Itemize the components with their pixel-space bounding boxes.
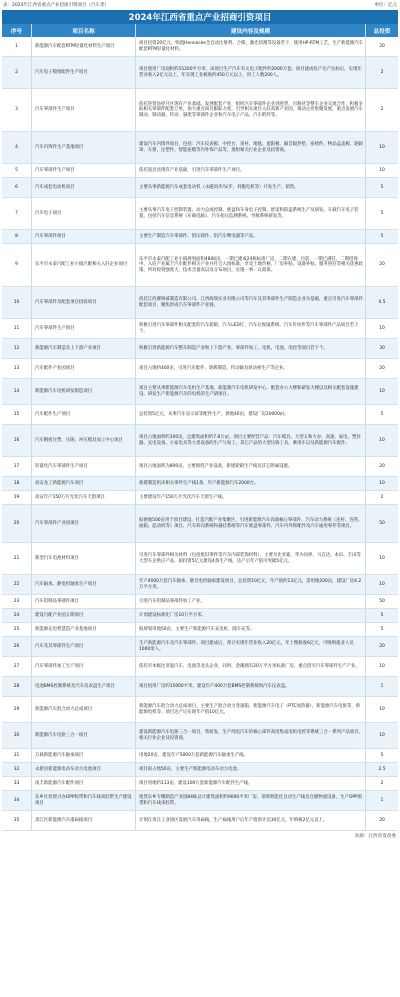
row-invest: 20 — [379, 43, 385, 49]
row-content: 计划建设标准化厂房10万平方米。 — [136, 609, 366, 622]
row-invest: 5 — [380, 233, 384, 239]
row-invest: 5 — [380, 184, 384, 190]
row-no: 26 — [2, 637, 32, 656]
source-note: 来源：江西省发改委 — [354, 834, 396, 839]
row-invest: 10 — [379, 167, 385, 173]
row-name: 汽车及其零部件生产项目 — [32, 637, 136, 656]
table-row — [2, 198, 398, 230]
row-no: 9 — [2, 244, 32, 286]
row-name: 乐平市永泰汽配工业小镇汽配相关入驻企业项目 — [32, 244, 136, 286]
row-name: 余江区新能源汽车漆扁线项目 — [32, 811, 136, 830]
table-row — [2, 164, 398, 178]
row-content: 总投资5亿元，从事汽车显示屏等配件生产，供地40亩，建设厂房20000㎡。 — [136, 405, 366, 424]
row-name: 建设汽配产业园五期项目 — [32, 609, 136, 622]
row-no: 3 — [2, 89, 32, 131]
row-invest: 2.5 — [378, 766, 386, 772]
row-no: 2 — [2, 57, 32, 88]
table-row — [2, 359, 398, 379]
row-no: 4 — [2, 132, 32, 163]
row-name: 汽车电子模组配件生产项目 — [32, 57, 136, 88]
row-invest: 20 — [379, 262, 385, 268]
table-row — [2, 723, 398, 749]
row-content: 年产4000万套汽车轴承、静音电机轴承建设项目，总投资10亿元，年产值约13亿元，需用地200亩，建设厂房4.2万平方米。 — [136, 575, 366, 594]
row-content: 项目使用厂房面积约15200平方米，该项目生产汽车有关电子配件约2000万套。项目建成投产达产达标后，实现年营业收入2亿元以上，年实现工业税收约450万元以上，用工人数200人。 — [136, 57, 366, 88]
row-name: 汽车零部件生产项目 — [32, 164, 136, 177]
row-invest: 2 — [380, 107, 384, 113]
table-row — [2, 89, 398, 132]
row-invest: 20 — [379, 365, 385, 371]
row-name: 汽车轴承、静电机轴承生产项目 — [32, 575, 136, 594]
row-invest: 5 — [380, 612, 384, 618]
row-content: 拟规划用地50亩，主要生产新能源汽车充电桩，随车充等。 — [136, 623, 366, 636]
row-invest: 10 — [379, 555, 385, 561]
row-invest: 1 — [380, 797, 384, 803]
row-name: 新型汽车电池材料项目 — [32, 543, 136, 574]
row-invest: 1 — [380, 683, 384, 689]
table-row — [2, 623, 398, 637]
row-invest: 0.5 — [378, 299, 386, 305]
row-no: 10 — [2, 287, 32, 318]
row-name: 汽车精密注塑、压铸、冲压模具加工中心项目 — [32, 425, 136, 456]
header-name: 项目名称 — [32, 24, 136, 37]
table-row — [2, 637, 398, 657]
row-name: 永新县新能源电动车动力电池项目 — [32, 763, 136, 776]
table-row — [2, 425, 398, 457]
row-content: 项目占地面积约100亩，总建筑面积约7.8万㎡。项目主要经营产品：汽车模具、大型五和大办、高速、家电、塑封器、充电设备、小家电具等大类设备的生产与加工，其它产品的大型压铸工具、乘用车以及新能源汽车配件。 — [136, 425, 366, 456]
row-name: 汽车铝制品零部件项目 — [32, 595, 136, 608]
row-name: 汽车零部件生产项目 — [32, 89, 136, 131]
row-invest: 5 — [380, 626, 384, 632]
row-no: 12 — [2, 339, 32, 358]
row-no: 33 — [2, 777, 32, 790]
table-row — [2, 339, 398, 359]
row-name: 汽车零部件项目 — [32, 230, 136, 243]
table-row — [2, 132, 398, 164]
row-content: 依托江西赛纳威制造有限公司、江西海瑞实业有限公司等汽车及其零部件生产制造企业为基础，重点引进汽车零部件配套项目，聚焦形成汽车零部件产业链。 — [136, 287, 366, 318]
table-row — [2, 749, 398, 763]
row-invest: 2 — [380, 494, 384, 500]
row-invest: 50 — [379, 520, 385, 526]
row-content: 积极引进汽车零部件相关配套的汽车轮毂、汽车LED灯、汽车后视镜系统、汽车传动件等汽车零部件产品项目若干个。 — [136, 319, 366, 338]
row-no: 27 — [2, 657, 32, 676]
row-invest: 10 — [379, 732, 385, 738]
row-name: 东乡区投资兴办OPP胶带和汽车线束胶带生产建设项目 — [32, 791, 136, 810]
row-name: 新能源充电智慧造产业基地项目 — [32, 623, 136, 636]
table-caption: 表：2024年江西省重点产业招商引资项目（汽车类） — [3, 3, 109, 8]
table-row — [2, 57, 398, 89]
row-no: 13 — [2, 359, 32, 378]
row-no: 35 — [2, 811, 32, 830]
table-row — [2, 37, 398, 57]
row-name: 南丰新能源汽车配件项目 — [32, 777, 136, 790]
row-name: 汽车配件产业园项目 — [32, 359, 136, 378]
row-content: 主要从事汽车电子控制装置、动力总成控制、底盘和车身电子控制、舒适和防盗系统生产及研发。车载汽车电子装置，包括汽车信息系统（车载电脑）、汽车指压监测系统、导航系统研发等。 — [136, 198, 366, 229]
table-row — [2, 811, 398, 831]
row-no: 32 — [2, 763, 32, 776]
row-content: 新建制造机床相关零件生产线1条、年产新能源汽车2000台。 — [136, 477, 366, 490]
row-name: 轻量化汽车零部件生产项目 — [32, 457, 136, 476]
table-row — [2, 244, 398, 287]
row-content: 租赁东乡专精制造产业园84栋总计建筑面积约9000平米厂房，采购智能化自动生产线及仓储物流设备，生产OPP胶带和汽车线束胶带。 — [136, 791, 366, 810]
row-content: 用地20亩，建设年产5000万套新能源汽车轴承生产线。 — [136, 749, 366, 762]
row-invest: 5 — [380, 752, 384, 758]
table-row — [2, 287, 398, 319]
row-name: 新能源汽车混合动力总成项目 — [32, 697, 136, 722]
table-row — [2, 763, 398, 777]
row-name: 汽车电子项目 — [32, 198, 136, 229]
row-invest: 20 — [379, 643, 385, 649]
row-no: 16 — [2, 425, 32, 456]
row-no: 31 — [2, 749, 32, 762]
row-no: 18 — [2, 477, 32, 490]
table-row — [2, 657, 398, 677]
row-name: 汽车零部件加工生产项目 — [32, 657, 136, 676]
row-invest: 10 — [379, 325, 385, 331]
row-name: 新能源汽车制造及上下游产业项目 — [32, 339, 136, 358]
table-title: 2024年江西省重点产业招商引资项目 — [2, 10, 398, 24]
row-content: 生产新能源汽车及汽车零部件。项目建成后，预计实现年营业收入20亿元，年上缴税收6亿元，可吸纳就业人员1000余人。 — [136, 637, 366, 656]
row-no: 7 — [2, 198, 32, 229]
table-row — [2, 595, 398, 609]
row-invest: 50 — [379, 598, 385, 604]
row-invest: 2 — [380, 780, 384, 786]
table-row — [2, 677, 398, 697]
row-content: 主要从事新能源汽车成套电动机（永磁同步/异步，伺服电机等）开发生产、销售。 — [136, 178, 366, 197]
row-no: 20 — [2, 505, 32, 542]
row-name: 新能源汽车电驱三合一项目 — [32, 723, 136, 748]
row-content: 项目租用厂房约15000平米，建设年产400万套BMS控制系统和汽车仪表盘。 — [136, 677, 366, 696]
table-header — [2, 24, 398, 37]
row-name: 高安龙工新能源汽车项目 — [32, 477, 136, 490]
table-row — [2, 457, 398, 477]
row-content: 项目占地约400亩，引进汽车配件、轮毂制造、传动轴及驱动桥生产等企业。 — [136, 359, 366, 378]
caption-bar — [0, 0, 400, 10]
row-invest: 10 — [379, 144, 385, 150]
row-name: 汽车内饰件生产基地项目 — [32, 132, 136, 163]
table-row — [2, 697, 398, 723]
unit-label: 单位：亿元 — [374, 3, 397, 8]
row-content: 拟供地500亩用于项目建设，打造汽配产业集聚区，引进新能源汽车高端核心零部件、汽车动力系统（连杆、连管、油箱、起动机等）项目、汽车转向系统和悬挂系统等汽车底盘零部件、汽车内外饰配件及汽车通用零件等项目。 — [136, 505, 366, 542]
row-name: 汽车零部件产业园项目 — [32, 505, 136, 542]
row-content: 依托市本级比亚迪汽车、电池等龙头企业，同时，金溪拥有20万平方米标准厂房，重点招引汽车零部件生产产业。 — [136, 657, 366, 676]
row-content: 依托进贤县经开区现有产业基础，发展配套产业，组织汽车零部件企业到进贤，百路伙等整车企业交流合作，积极争取相关零部件配套订单，加大重点项目跟踪力度，引导相关项目入驻高新产业园，推动企业集聚发展，重点发展汽车制动、制动器、传动、悬架等零部件企业和汽车电子产品，汽车附件等。 — [136, 89, 366, 131]
row-content: 项目占地面积为800亩，主要围绕产业设备，新建轮毂生产线及其它附属设施。 — [136, 457, 366, 476]
row-name: 高安年产150万片光伏汽车天窗项目 — [32, 491, 136, 504]
row-no: 34 — [2, 791, 32, 810]
row-no: 15 — [2, 405, 32, 424]
row-name: 万载新能源汽车轴承项目 — [32, 749, 136, 762]
row-name: 新能源汽车电机研发制造项目 — [32, 379, 136, 404]
row-content: 项目主要从事新能源汽车电机生产基地、新能源汽车电机研发中心、配套办公大楼和研发大楼以及相关配套设施建设，研发生产新能源汽车的电机的生产研项目。 — [136, 379, 366, 404]
table-row — [2, 379, 398, 405]
row-invest: 2 — [380, 69, 384, 75]
row-content: 项目用地约113亩，建设100万套新能源汽车配件生产线。 — [136, 777, 366, 790]
row-content: 新能源汽车混合动力总成项目，主要生产混合动力变速箱、新能源汽车电子（PTC加热器）、新能源汽车电驱等，新能源电机等；项目达产后实现年产值10亿元。 — [136, 697, 366, 722]
row-content: 建设汽车内饰件项目，包括：汽车仪表板、中控台、顶衬、地毯、遮阳板、隔音隔热垫、座椅件、物品盒盖板、轮毂罩、车窗、注塑件、智能座舱等内外饰产品等，逐组相关行业企业及投资商。 — [136, 132, 366, 163]
table-row — [2, 477, 398, 491]
header-no: 序号 — [2, 24, 32, 37]
table-row — [2, 777, 398, 791]
row-no: 14 — [2, 379, 32, 404]
row-content: 引进汽车零部件相关材料（包括废旧零件等汽车内部装饰材料），主要为比亚迪、华为问界、马自达、本田、丰田等大型车企供应产品，拟投资5亿元建设4条生产线，达产后年产值可突破5亿元。 — [136, 543, 366, 574]
row-content: 积极引进新能源汽车整车制造产业和上下游产业，零部件加工、电机、电池、电控等项目若干个。 — [136, 339, 366, 358]
table-row — [2, 405, 398, 425]
row-name: 新能源汽车配套RTM轻量化材料生产项目 — [32, 37, 136, 56]
row-no: 11 — [2, 319, 32, 338]
row-invest: 10 — [379, 480, 385, 486]
row-invest: 10 — [379, 581, 385, 587]
row-name: 电池BMS控制系统及汽车仪表盘生产项目 — [32, 677, 136, 696]
row-name: 汽车零部件及配套项目招商项目 — [32, 287, 136, 318]
table-row — [2, 491, 398, 505]
row-no: 6 — [2, 178, 32, 197]
row-name: 汽车成套电动机项目 — [32, 178, 136, 197]
row-no: 29 — [2, 697, 32, 722]
row-no: 25 — [2, 623, 32, 636]
row-no: 19 — [2, 491, 32, 504]
row-no: 21 — [2, 543, 32, 574]
row-invest: 20 — [379, 463, 385, 469]
row-content: 主要建设年产150万片光伏汽车天窗生产线。 — [136, 491, 366, 504]
row-invest: 10 — [379, 706, 385, 712]
row-invest: 30 — [379, 345, 385, 351]
row-name: 汽车配件生产项目 — [32, 405, 136, 424]
row-no: 1 — [2, 37, 32, 56]
table-row — [2, 609, 398, 623]
row-invest: 5 — [380, 210, 384, 216]
table-row — [2, 543, 398, 575]
table-body — [2, 37, 398, 831]
row-no: 22 — [2, 575, 32, 594]
table-row — [2, 319, 398, 339]
row-content: 乐平市永泰汽配工业小镇规划面积4800亩，一期已建成24栋标准厂房，二期在建，目前，一期已满驻，二期招商中。入驻产业属于汽车配件相关产业并符合入园标准，享受土地价格、厂房补贴、设备补贴、服务进驻等相关优惠政策，所对投资强度大，技术含量高以及分布项目，实施一事一议政策。 — [136, 244, 366, 286]
row-no: 30 — [2, 723, 32, 748]
row-content: 主要生产制造汽车零部件、铝压铸件、铝汽车继电器等产品。 — [136, 230, 366, 243]
row-no: 24 — [2, 609, 32, 622]
row-content: 计划在余江工业园区发展汽车用扁线，生产扁线用户后年产值预计达30亿元，年纳税2亿元以上。 — [136, 811, 366, 830]
row-no: 8 — [2, 230, 32, 243]
row-name: 汽车零部件生产项目 — [32, 319, 136, 338]
header-content: 建设内容及规模 — [136, 24, 366, 37]
row-invest: 5 — [380, 411, 384, 417]
row-no: 23 — [2, 595, 32, 608]
table-row — [2, 505, 398, 543]
row-content: 项目拟占地50亩，主要生产新能源电动车动力电池。 — [136, 763, 366, 776]
table-row — [2, 791, 398, 811]
table-row — [2, 575, 398, 595]
row-content: 依托南昌县现有产业基础，引进汽车零部件生产项目。 — [136, 164, 366, 177]
row-invest: 10 — [379, 663, 385, 669]
row-no: 5 — [2, 164, 32, 177]
table-row — [2, 230, 398, 244]
footer — [0, 831, 400, 841]
table-row — [2, 178, 398, 198]
row-content: 引进汽车铝制品零部件加工产业。 — [136, 595, 366, 608]
row-invest: 10 — [379, 437, 385, 443]
row-content: 建设新能源汽车电驱三合一项目，集研发、生产纯电汽车的核心部件高度集成电机电控等系统三合一系列产品项目，相关行业企业及投资商。 — [136, 723, 366, 748]
row-no: 17 — [2, 457, 32, 476]
row-invest: 20 — [379, 817, 385, 823]
row-invest: 10 — [379, 388, 385, 394]
row-content: 项目投资20亿元，购置Hennecke全自动注射剂、合模、激光切割等设备若干，使用HP-RTM工艺，生产新能源汽车配套RTM轻量化材料。 — [136, 37, 366, 56]
row-no: 28 — [2, 677, 32, 696]
header-invest: 总投资 — [373, 28, 391, 35]
